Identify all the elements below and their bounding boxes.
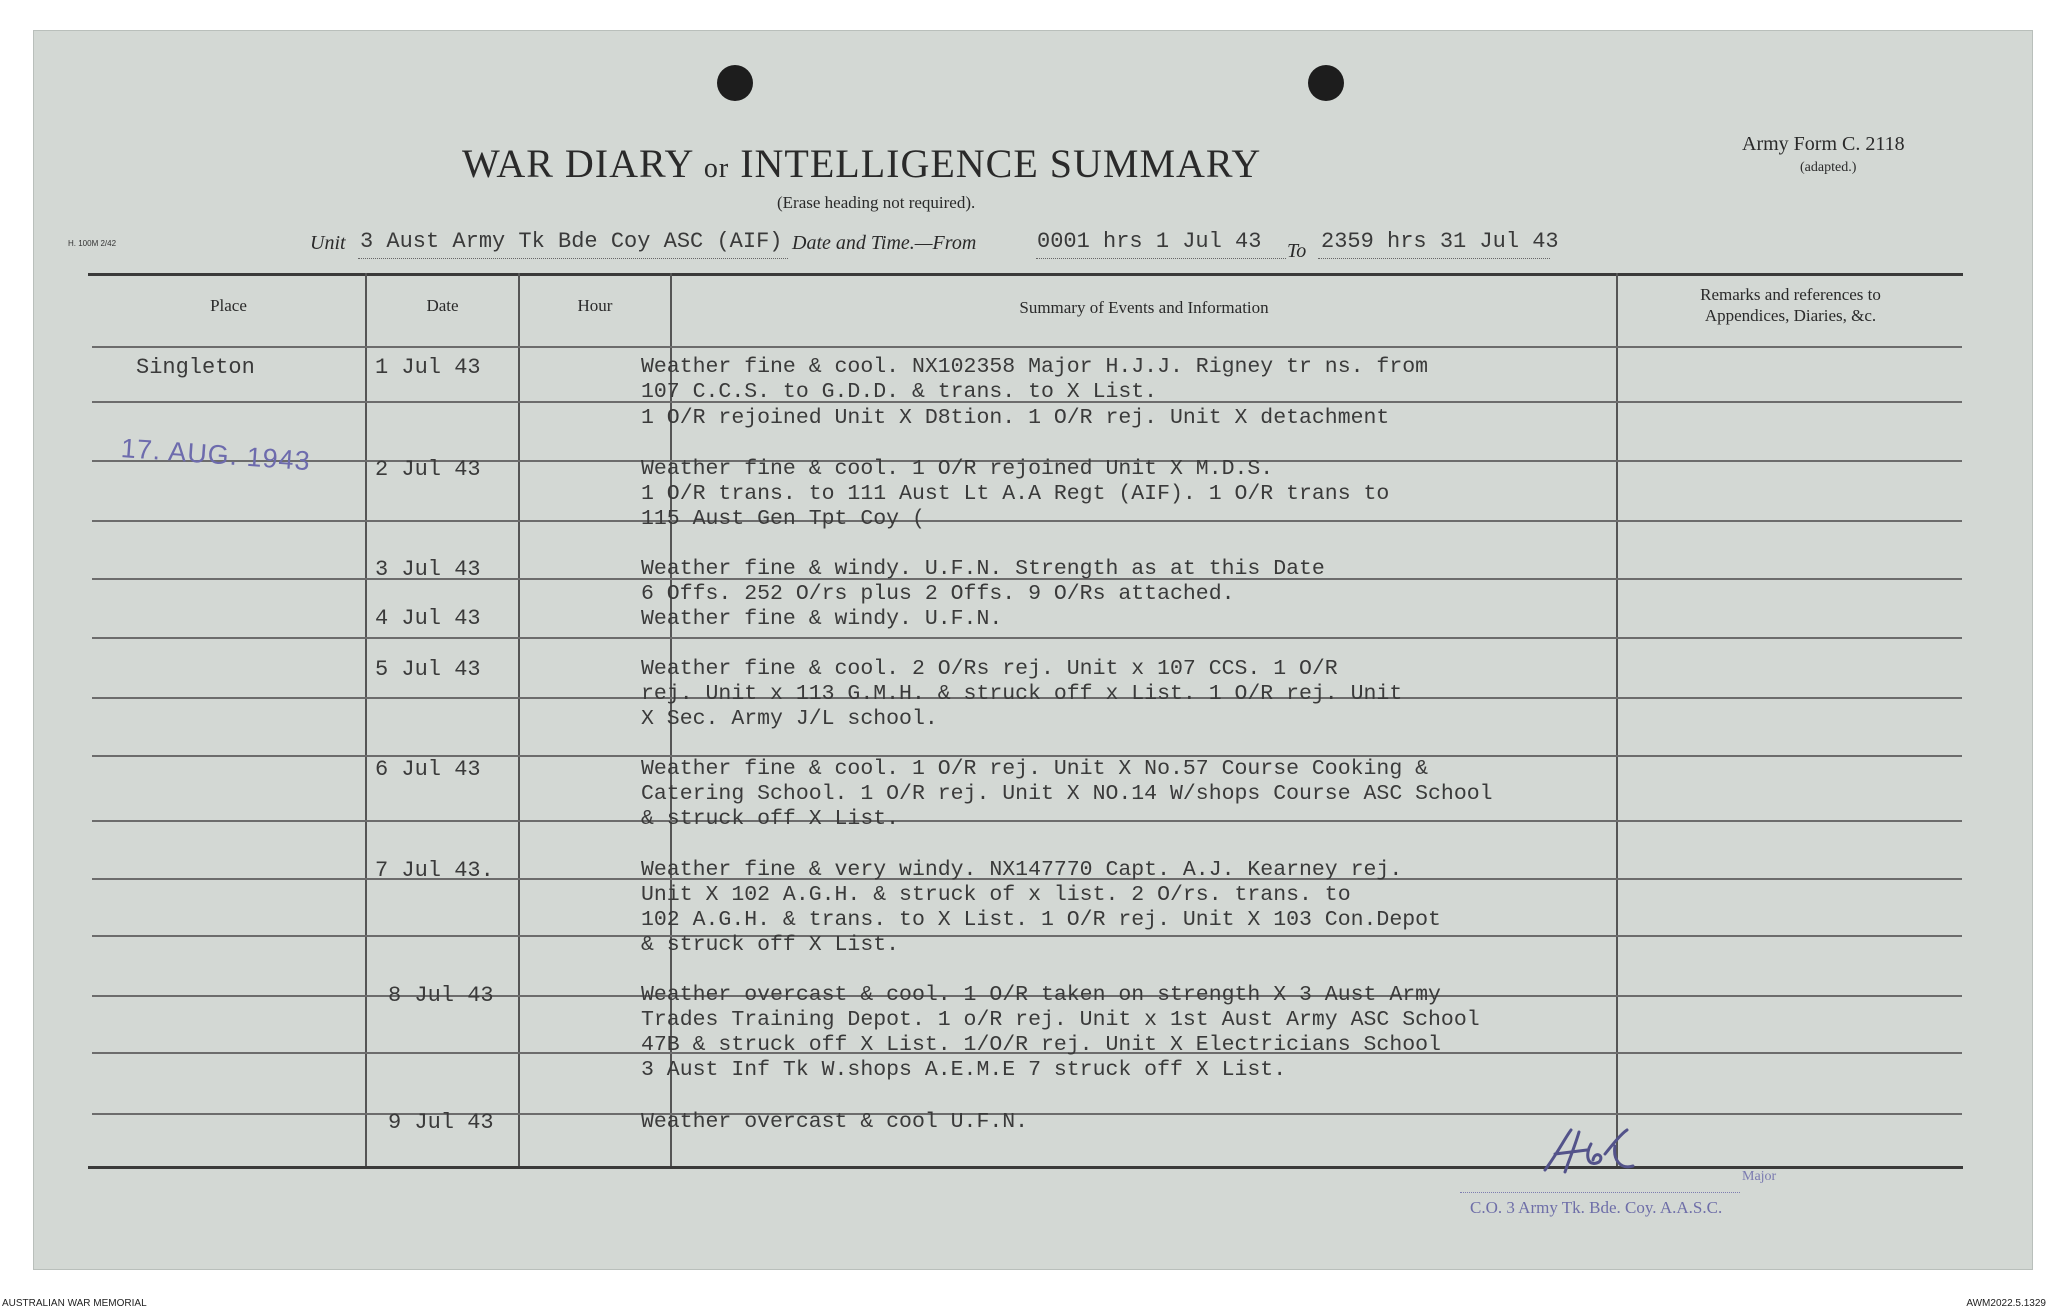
summary-line: Weather fine & very windy. NX147770 Capt. A.J. Kearney rej. — [641, 858, 1403, 882]
summary-line: & struck off X List. — [641, 933, 900, 957]
header-row-rule — [92, 346, 1962, 348]
diary-sheet — [33, 30, 2033, 1270]
unit-value: 3 Aust Army Tk Bde Coy ASC (AIF) — [360, 229, 783, 254]
col-header-remarks-line2: Appendices, Diaries, &c. — [1704, 306, 1877, 325]
date-cell: 4 Jul 43 — [375, 606, 481, 631]
punch-hole-right — [1308, 65, 1344, 101]
page-title — [462, 140, 1261, 187]
to-label: To — [1287, 240, 1307, 262]
date-cell: 5 Jul 43 — [375, 657, 481, 682]
col-header-remarks-line1: Remarks and references to — [1700, 285, 1881, 304]
table-bottom-rule — [88, 1166, 1963, 1169]
col-header-date: Date — [426, 296, 459, 315]
summary-line: 3 Aust Inf Tk W.shops A.E.M.E 7 struck off X List. — [641, 1058, 1287, 1082]
signature-caption: C.O. 3 Army Tk. Bde. Coy. A.A.S.C. — [1470, 1198, 1723, 1217]
col-header-summary: Summary of Events and Information — [1019, 298, 1269, 317]
col-header-hour: Hour — [577, 296, 613, 315]
summary-line: Weather fine & windy. U.F.N. Strength as at this Date — [641, 557, 1325, 581]
summary-line: 115 Aust Gen Tpt Coy ( — [641, 507, 925, 531]
summary-line: rej. Unit x 113 G.M.H. & struck off x List. 1 O/R rej. Unit — [641, 682, 1403, 706]
title-subtitle: (Erase heading not required). — [777, 193, 976, 212]
summary-line: 107 C.C.S. to G.D.D. & trans. to X List. — [641, 380, 1158, 404]
row-rule — [92, 637, 1962, 639]
punch-hole-left — [717, 65, 753, 101]
row-rule — [92, 520, 1962, 522]
from-value: 0001 hrs 1 Jul 43 — [1037, 229, 1262, 254]
signature-rank: Major — [1742, 1169, 1777, 1184]
signature-line — [1460, 1192, 1740, 1193]
unit-underline — [358, 258, 788, 259]
summary-line: 102 A.G.H. & trans. to X List. 1 O/R rej. Unit X 103 Con.Depot — [641, 908, 1441, 932]
date-cell: 7 Jul 43. — [375, 858, 494, 883]
summary-line: Weather fine & cool. 2 O/Rs rej. Unit x 107 CCS. 1 O/R — [641, 657, 1338, 681]
summary-line: X Sec. Army J/L school. — [641, 707, 938, 731]
summary-line: 1 O/R trans. to 111 Aust Lt A.A Regt (AIF). 1 O/R trans to — [641, 482, 1390, 506]
date-received-stamp: 17. AUG. 1943 — [119, 433, 312, 477]
summary-line: Weather fine & cool. 1 O/R rejoined Unit X M.D.S. — [641, 457, 1274, 481]
summary-line: 1 O/R rejoined Unit X D8tion. 1 O/R rej. Unit X detachment — [641, 406, 1390, 430]
date-cell: 1 Jul 43 — [375, 355, 481, 380]
to-underline — [1318, 258, 1550, 259]
table-top-rule — [88, 273, 1963, 276]
title-intelligence-summary: INTELLIGENCE SUMMARY — [740, 141, 1262, 186]
col-header-place: Place — [210, 296, 247, 315]
row-rule — [92, 935, 1962, 937]
summary-line: & struck off X List. — [641, 807, 900, 831]
col-divider-place — [365, 273, 367, 1166]
signature-mark — [1535, 1124, 1655, 1182]
summary-line: 6 Offs. 252 O/rs plus 2 Offs. 9 O/Rs attached. — [641, 582, 1235, 606]
col-divider-summary — [1616, 273, 1618, 1166]
footer-archive: AUSTRALIAN WAR MEMORIAL — [2, 1298, 147, 1309]
date-time-label: Date and Time.—From — [792, 232, 977, 254]
place-cell: Singleton — [136, 355, 255, 380]
summary-line: Unit X 102 A.G.H. & struck of x list. 2 O/rs. trans. to — [641, 883, 1351, 907]
from-underline — [1036, 258, 1286, 259]
summary-line: Weather fine & cool. 1 O/R rej. Unit X No.57 Course Cooking & — [641, 757, 1429, 781]
footer-accession: AWM2022.5.1329 — [1966, 1298, 2046, 1309]
title-or: or — [703, 153, 730, 184]
summary-line: Trades Training Depot. 1 o/R rej. Unit x 1st Aust Army ASC School — [641, 1008, 1480, 1032]
summary-line: Catering School. 1 O/R rej. Unit X NO.14 W/shops Course ASC School — [641, 782, 1493, 806]
summary-line: Weather fine & cool. NX102358 Major H.J.J. Rigney tr ns. from — [641, 355, 1429, 379]
summary-line: 47B & struck off X List. 1/O/R rej. Unit X Electricians School — [641, 1033, 1441, 1057]
date-cell: 8 Jul 43 — [388, 983, 494, 1008]
unit-label: Unit — [310, 232, 346, 254]
summary-line: Weather overcast & cool U.F.N. — [641, 1110, 1029, 1134]
row-rule — [92, 820, 1962, 822]
date-cell: 2 Jul 43 — [375, 457, 481, 482]
date-cell: 3 Jul 43 — [375, 557, 481, 582]
print-code: H. 100M 2/42 — [68, 239, 117, 248]
date-cell: 6 Jul 43 — [375, 757, 481, 782]
title-war-diary: WAR DIARY — [462, 141, 693, 186]
summary-line: Weather fine & windy. U.F.N. — [641, 607, 1003, 631]
summary-line: Weather overcast & cool. 1 O/R taken on strength X 3 Aust Army — [641, 983, 1441, 1007]
col-divider-date — [518, 273, 520, 1166]
form-number: Army Form C. 2118 — [1742, 133, 1905, 155]
form-adapted: (adapted.) — [1800, 160, 1857, 175]
date-cell: 9 Jul 43 — [388, 1110, 494, 1135]
to-value: 2359 hrs 31 Jul 43 — [1321, 229, 1559, 254]
